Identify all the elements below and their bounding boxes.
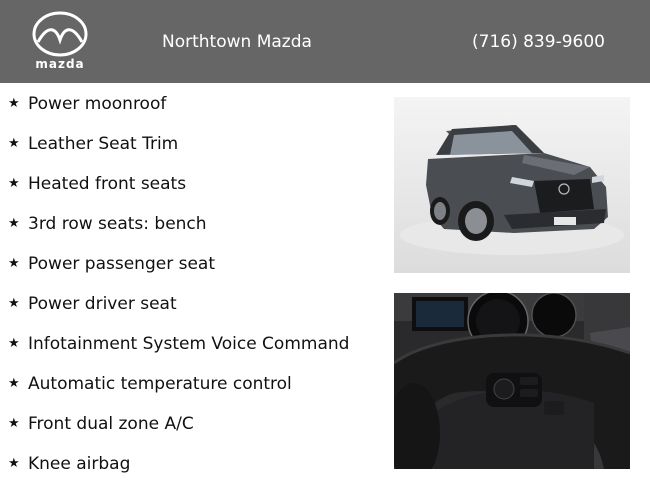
star-icon: ★ [8, 176, 20, 191]
list-item [8, 294, 388, 334]
feature-label: Infotainment System Voice Command [28, 334, 350, 354]
list-item [8, 94, 388, 134]
feature-label: Knee airbag [28, 454, 131, 474]
dealer-phone[interactable]: (716) 839-9600 [472, 32, 605, 52]
feature-label: 3rd row seats: bench [28, 214, 207, 234]
feature-label: Heated front seats [28, 174, 187, 194]
list-item [8, 414, 388, 454]
dealer-name: Northtown Mazda [162, 32, 312, 52]
vehicle-interior-photo[interactable] [394, 293, 630, 469]
list-item [8, 454, 388, 494]
star-icon: ★ [8, 336, 20, 351]
feature-list [8, 94, 388, 494]
list-item [8, 214, 388, 254]
list-item [8, 254, 388, 294]
logo-wordmark: mazda [35, 57, 85, 71]
feature-label: Power passenger seat [28, 254, 215, 274]
mazda-logo-icon [20, 10, 100, 76]
star-icon: ★ [8, 376, 20, 391]
list-item [8, 134, 388, 174]
star-icon: ★ [8, 296, 20, 311]
header-bar [0, 0, 650, 83]
star-icon: ★ [8, 96, 20, 111]
feature-label: Power driver seat [28, 294, 177, 314]
feature-label: Power moonroof [28, 94, 167, 114]
star-icon: ★ [8, 136, 20, 151]
list-item [8, 374, 388, 414]
list-item [8, 334, 388, 374]
vehicle-exterior-photo[interactable] [394, 97, 630, 273]
feature-label: Leather Seat Trim [28, 134, 179, 154]
star-icon: ★ [8, 256, 20, 271]
star-icon: ★ [8, 456, 20, 471]
feature-label: Front dual zone A/C [28, 414, 194, 434]
star-icon: ★ [8, 416, 20, 431]
list-item [8, 174, 388, 214]
feature-label: Automatic temperature control [28, 374, 292, 394]
star-icon: ★ [8, 216, 20, 231]
